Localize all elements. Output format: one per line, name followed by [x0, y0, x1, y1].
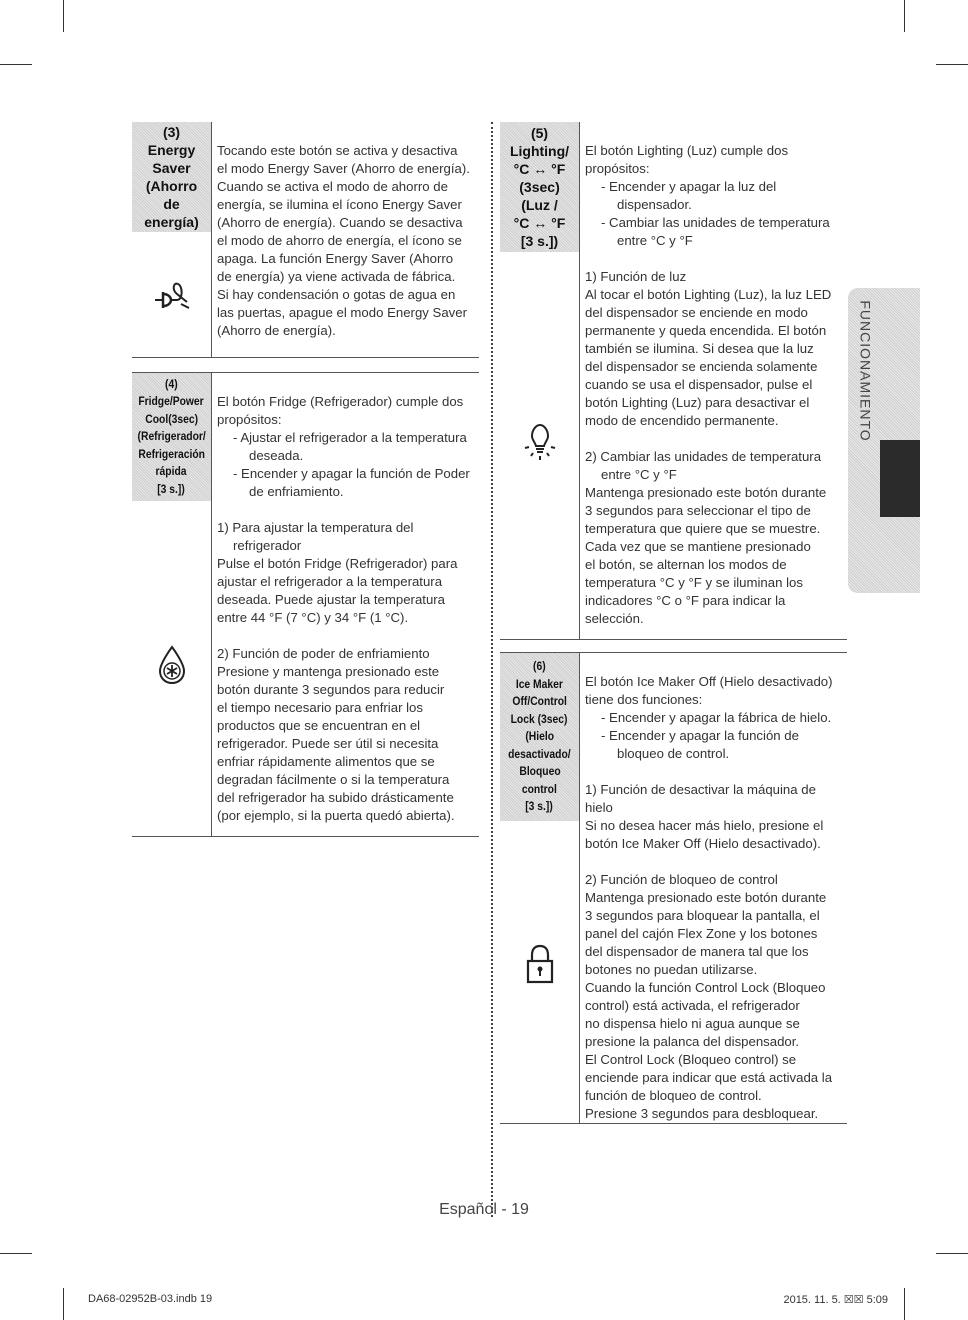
- fridge-power-cool-entry: [132, 372, 479, 837]
- padlock-icon: [500, 943, 579, 985]
- lighting-entry: [500, 122, 847, 640]
- crop-mark: [904, 1288, 905, 1320]
- entry-label-column: [132, 122, 212, 357]
- column-divider: [491, 122, 493, 1217]
- ice-maker-description: El botón Ice Maker Off (Hielo desactivado) tiene dos funciones: - Encender y apagar la fábrica de hielo. - Encender y apagar la función de bloqueo de control. 1) Función de desactivar la máquina de hielo Si no desea hacer más hielo, presione el botón Ice Maker Off (Hielo desactivado). 2) Función de bloqueo de control Mantenga presionado este botón durante 3 segundos para bloquear la pantalla, el panel del cajón Flex Zone y los botones del dispensador de manera tal que los botones no puedan utilizarse. Cuando la función Control Lock (Bloqueo control) está activada, el refrigerador no dispensa hielo ni agua aunque se presione la palanca del dispensador. El Control Lock (Bloqueo control) se enciende para indicar que está activada la función de bloqueo de control. Presione 3 segundos para desbloquear.: [585, 673, 847, 1123]
- crop-mark: [904, 0, 905, 32]
- entry-label-column: [500, 122, 580, 639]
- bullet-item: - Encender y apagar la luz del: [601, 179, 777, 194]
- fridge-power-cool-label: (4) Fridge/Power Cool(3sec) (Refrigerador/ Refrigeración rápida [3 s.]): [132, 373, 211, 501]
- side-tab-label: FUNCIONAMIENTO: [858, 300, 874, 442]
- light-bulb-icon: [500, 420, 579, 462]
- page-number: Español - 19: [439, 1201, 529, 1218]
- crop-mark: [0, 64, 32, 65]
- energy-saver-plug-icon: [132, 280, 211, 310]
- crop-mark: [63, 0, 64, 32]
- energy-saver-entry: [132, 122, 479, 358]
- crop-mark: [0, 1253, 32, 1254]
- entry-label-column: [132, 373, 212, 836]
- ice-maker-label: (6) Ice Maker Off/Control Lock (3sec) (Hielo desactivado/ Bloqueo control [3 s.]): [500, 653, 579, 821]
- energy-saver-description: Tocando este botón se activa y desactiva el modo Energy Saver (Ahorro de energía). Cuando se activa el modo de ahorro de energía, se ilumina el ícono Energy Saver (Ahorro de energía). Cuando se desactiva el modo de ahorro de energía, el ícono se apaga. La función Energy Saver (Ahorro de energía) ya viene activada de fábrica. Si hay condensación o gotas de agua en las puertas, apague el modo Energy Saver (Ahorro de energía).: [217, 143, 470, 338]
- crop-mark: [936, 1253, 968, 1254]
- entry-label-column: [500, 653, 580, 1123]
- print-slug-file: DA68-02952B-03.indb 19: [88, 1293, 213, 1305]
- bullet-item: - Encender y apagar la función de Poder: [233, 466, 470, 481]
- crop-mark: [936, 64, 968, 65]
- bullet-item: - Ajustar el refrigerador a la temperatura: [233, 430, 467, 445]
- ice-maker-entry: [500, 652, 847, 1124]
- bullet-item: - Encender y apagar la fábrica de hielo.: [601, 710, 832, 725]
- print-slug-date: 2015. 11. 5. ☒☒ 5:09: [783, 1294, 888, 1306]
- side-tab-marker: [880, 440, 920, 517]
- energy-saver-label: (3) Energy Saver (Ahorro de energía): [132, 122, 211, 232]
- lighting-description: El botón Lighting (Luz) cumple dos propósitos: - Encender y apagar la luz del dispensador. - Cambiar las unidades de temperatura entre °C y °F 1) Función de luz Al tocar el botón Lighting (Luz), la luz LED del dispensador se enciende en modo permanente y queda encendida. El botón también se ilumina. Si desea que la luz del dispensador se encienda solamente cuando se usa el dispensador, pulse el botón Lighting (Luz) para desactivar el modo de encendido permanente. 2) Cambiar las unidades de temperatura entre °C y °F Mantenga presionado este botón durante 3 segundos para seleccionar el tipo de temperatura que quiere que se muestre. Cada vez que se mantiene presionado el botón, se alternan los modos de temperatura °C y °F y se iluminan los indicadores °C o °F para indicar la selección.: [585, 142, 847, 628]
- power-cool-snowflake-drop-icon: [132, 645, 211, 685]
- crop-mark: [63, 1288, 64, 1320]
- bullet-item: - Encender y apagar la función de: [601, 728, 799, 743]
- lighting-label: (5) Lighting/ °C ↔ °F (3sec) (Luz / °C ↔ °F [3 s.]): [500, 122, 579, 252]
- fridge-power-cool-description: El botón Fridge (Refrigerador) cumple dos propósitos: - Ajustar el refrigerador a la temperatura deseada. - Encender y apagar la función de Poder de enfriamiento. 1) Para ajustar la temperatura del refrigerador Pulse el botón Fridge (Refrigerador) para ajustar el refrigerador a la temperatura deseada. Puede ajustar la temperatura entre 44 °F (7 °C) y 34 °F (1 °C). 2) Función de poder de enfriamiento Presione y mantenga presionado este botón durante 3 segundos para reducir el tiempo necesario para enfriar los productos que se encuentran en el refrigerador. Puede ser útil si necesita enfriar rápidamente alimentos que se degradan fácilmente o si la temperatura del refrigerador ha subido drásticamente (por ejemplo, si la puerta quedó abierta).: [217, 393, 479, 825]
- bullet-item: - Cambiar las unidades de temperatura: [601, 215, 830, 230]
